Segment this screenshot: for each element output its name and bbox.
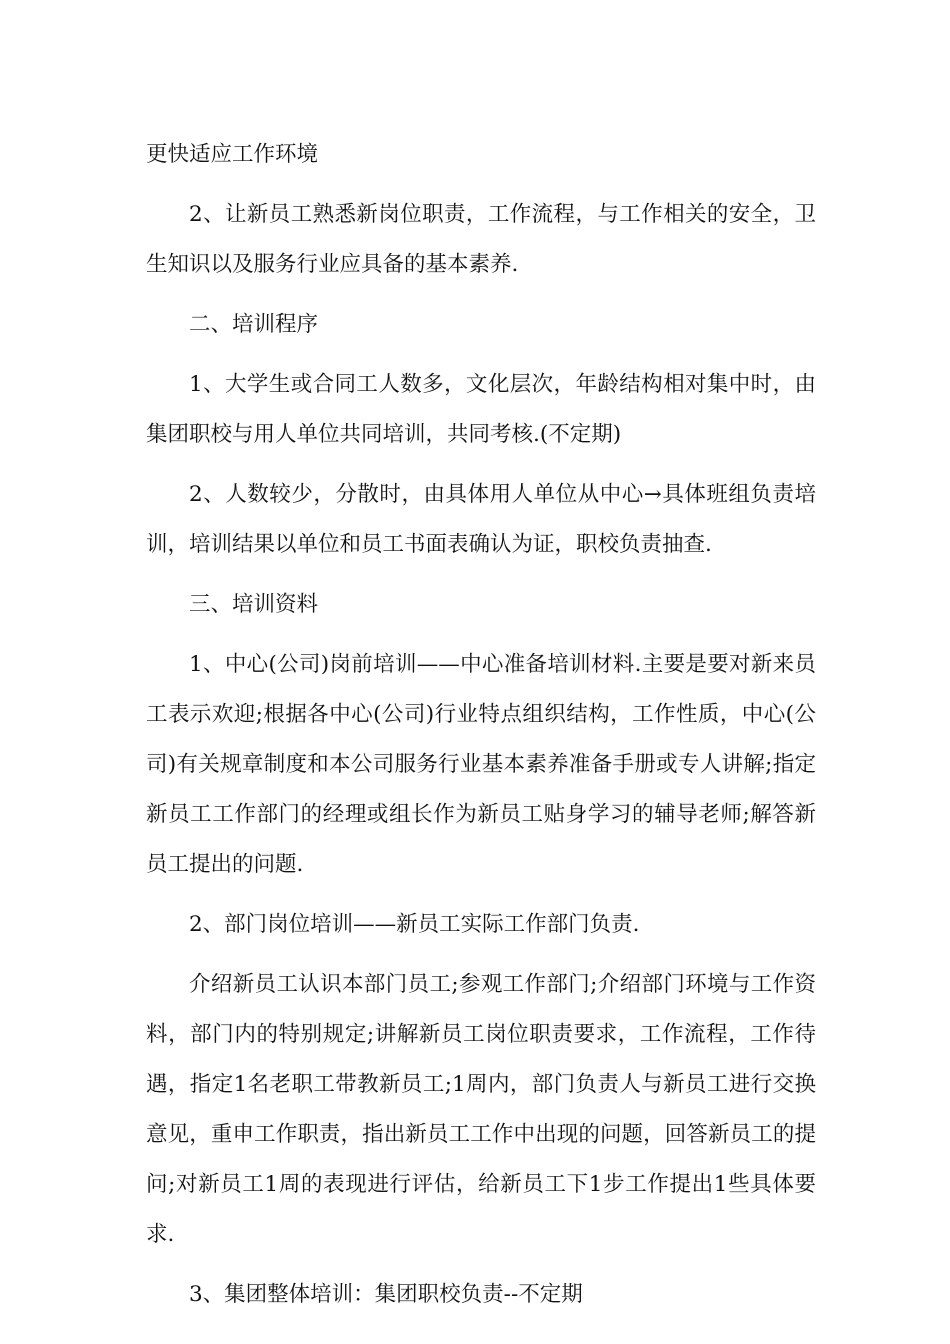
paragraph-procedure-2: 2、人数较少，分散时，由具体用人单位从中心→具体班组负责培训，培训结果以单位和员工书面表确认为证，职校负责抽查. <box>146 482 816 557</box>
section-heading-training-procedure: 二、培训程序 <box>189 312 319 337</box>
document-body <box>146 130 816 1320</box>
paragraph-procedure-1: 1、大学生或合同工人数多，文化层次，年龄结构相对集中时，由集团职校与用人单位共同培训，共同考核.(不定期) <box>146 372 816 447</box>
paragraph-materials-1: 1、中心(公司)岗前培训——中心准备培训材料.主要是要对新来员工表示欢迎;根据各中心(公司)行业特点组织结构，工作性质，中心(公司)有关规章制度和本公司服务行业基本素养准备手册或专人讲解;指定新员工工作部门的经理或组长作为新员工贴身学习的辅导老师;解答新员工提出的问题. <box>146 652 816 877</box>
paragraph-materials-3: 3、集团整体培训：集团职校负责--不定期 <box>189 1282 583 1307</box>
paragraph-item-2-duties: 2、让新员工熟悉新岗位职责，工作流程，与工作相关的安全，卫生知识以及服务行业应具备的基本素养. <box>146 202 816 277</box>
paragraph-department-intro: 介绍新员工认识本部门员工;参观工作部门;介绍部门环境与工作资料，部门内的特别规定;讲解新员工岗位职责要求，工作流程，工作待遇，指定1名老职工带教新员工;1周内，部门负责人与新员工进行交换意见，重申工作职责，指出新员工工作中出现的问题，回答新员工的提问;对新员工1周的表现进行评估，给新员工下1步工作提出1些具体要求. <box>146 972 816 1247</box>
paragraph-materials-2: 2、部门岗位培训——新员工实际工作部门负责. <box>189 912 640 937</box>
paragraph-continuation: 更快适应工作环境 <box>146 142 319 167</box>
section-heading-training-materials: 三、培训资料 <box>189 592 319 617</box>
